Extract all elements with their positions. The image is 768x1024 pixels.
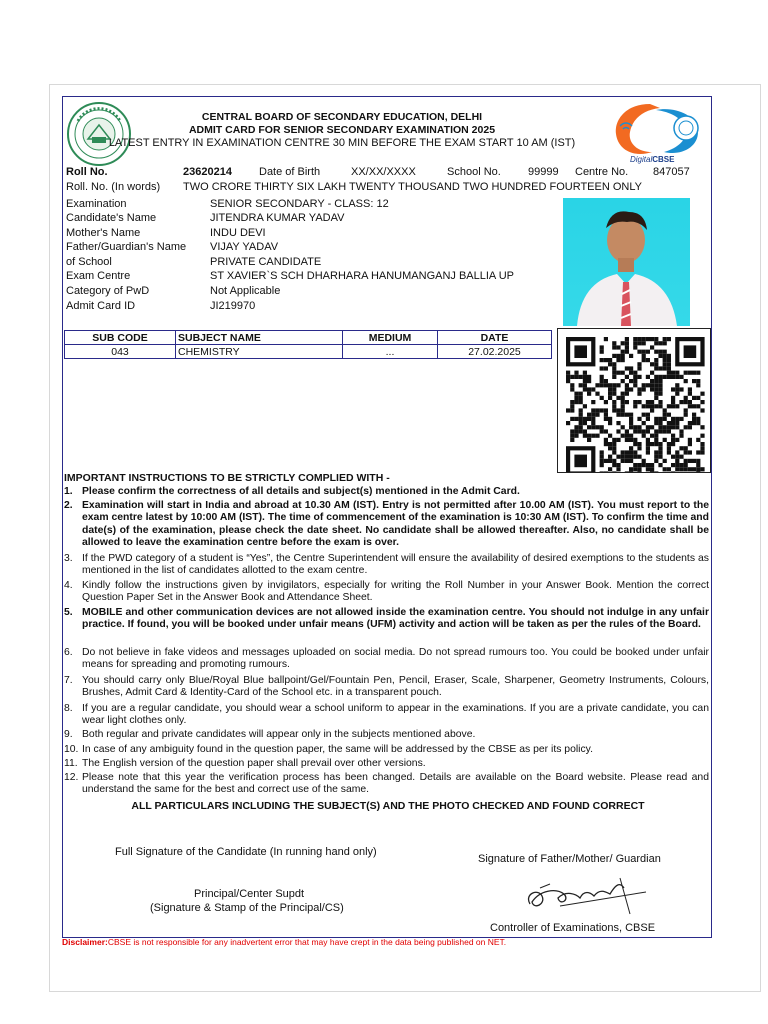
school-label: School No. <box>447 166 501 178</box>
col-header: SUBJECT NAME <box>176 331 343 345</box>
centre-value: 847057 <box>653 166 690 178</box>
disclaimer-text: CBSE is not responsible for any inadvertent error that may have crept in the data being published on NET. <box>107 937 507 947</box>
candidate-photo <box>563 198 690 326</box>
instruction-text: Do not believe in fake videos and messages uploaded on social media. Do not spread rumours too. You could be booked under unfair means for spreading and promoting rumours. <box>82 647 709 671</box>
detail-value: ST XAVIER`S SCH DHARHARA HANUMANGANJ BALLIA UP <box>210 270 514 282</box>
instruction-item <box>64 486 709 498</box>
principal-stamp-label: (Signature & Stamp of the Principal/CS) <box>150 902 344 914</box>
roll-words-label: Roll. No. (In words) <box>66 181 161 193</box>
principal-label: Principal/Center Supdt <box>194 888 305 900</box>
instruction-number: 1. <box>64 486 73 497</box>
candidate-signature-label: Full Signature of the Candidate (In running hand only) <box>115 846 377 858</box>
detail-value: VIJAY YADAV <box>210 241 279 253</box>
instruction-text: If you are a regular candidate, you should wear a school uniform to appear in the examinations. If you are a private candidate, you can wear light clothes only. <box>82 703 709 727</box>
entry-notice: LATEST ENTRY IN EXAMINATION CENTRE 30 MIN BEFORE THE EXAM START 10 AM (IST) <box>108 137 576 149</box>
instruction-number: 7. <box>64 675 73 686</box>
disclaimer-label: Disclaimer: <box>62 937 108 947</box>
dob-value: XX/XX/XXXX <box>351 166 416 178</box>
detail-label: Exam Centre <box>66 270 131 282</box>
detail-label: Admit Card ID <box>66 300 136 312</box>
qr-code <box>557 328 711 473</box>
instruction-item <box>64 744 709 756</box>
dob-label: Date of Birth <box>259 166 321 178</box>
detail-label: of School <box>66 256 112 268</box>
instruction-item <box>64 772 709 797</box>
instruction-item <box>64 580 709 605</box>
instruction-number: 5. <box>64 607 73 618</box>
instruction-text: Please confirm the correctness of all details and subject(s) mentioned in the Admit Card. <box>82 486 520 497</box>
instruction-item <box>64 729 709 741</box>
medium-cell: ... <box>343 345 438 359</box>
instruction-item <box>64 647 709 672</box>
detail-value: PRIVATE CANDIDATE <box>210 256 322 268</box>
col-header: DATE <box>438 331 552 345</box>
roll-words-value: TWO CRORE THIRTY SIX LAKH TWENTY THOUSAND TWO HUNDRED FOURTEEN ONLY <box>183 181 642 193</box>
instruction-text: Both regular and private candidates will appear only in the subjects mentioned above. <box>82 729 476 740</box>
instruction-text: In case of any ambiguity found in the question paper, the same will be addressed by the CBSE as per its policy. <box>82 744 593 755</box>
detail-label: Candidate's Name <box>66 212 157 224</box>
instruction-item <box>64 500 709 549</box>
instruction-number: 4. <box>64 580 73 591</box>
instruction-number: 11. <box>64 758 78 769</box>
sub-code-cell: 043 <box>65 345 176 359</box>
instruction-number: 12. <box>64 772 79 783</box>
instruction-number: 10. <box>64 744 79 755</box>
instruction-item <box>64 758 709 770</box>
digital-cbse-caption: DigitalCBSE <box>630 155 675 164</box>
instruction-number: 8. <box>64 703 73 714</box>
instruction-number: 6. <box>64 647 73 658</box>
detail-value: INDU DEVI <box>210 227 266 239</box>
instruction-number: 2. <box>64 500 73 511</box>
instruction-text: Kindly follow the instructions given by invigilators, especially for writing the Roll Number in your Answer Book. Mention the correct Question Paper Set in the Answer Book and Attendance Sheet. <box>82 580 709 604</box>
detail-value: SENIOR SECONDARY - CLASS: 12 <box>210 198 389 210</box>
detail-value: JI219970 <box>210 300 256 312</box>
instruction-text: Please note that this year the verification process has been changed. Details are available on the Board website. Please read and understand the same for the best and correct use of the same. <box>82 772 709 796</box>
roll-value: 23620214 <box>183 166 232 178</box>
instruction-item <box>64 675 709 700</box>
board-title: CENTRAL BOARD OF SECONDARY EDUCATION, DELHI <box>201 111 483 123</box>
instruction-text: If the PWD category of a student is “Yes”, the Centre Superintendent will ensure the availability of desired exemptions to the students as mentioned in the list of candidates allotted to the exam centre. <box>82 553 709 577</box>
date-cell: 27.02.2025 <box>438 345 552 359</box>
instructions-title: IMPORTANT INSTRUCTIONS TO BE STRICTLY COMPLIED WITH - <box>64 472 390 484</box>
school-value: 99999 <box>528 166 559 178</box>
detail-label: Category of PwD <box>66 285 150 297</box>
subject-name-cell: CHEMISTRY <box>176 345 343 359</box>
detail-value: JITENDRA KUMAR YADAV <box>210 212 345 224</box>
detail-value: Not Applicable <box>210 285 281 297</box>
table-row <box>65 345 552 359</box>
instruction-item <box>64 553 709 578</box>
instruction-text: MOBILE and other communication devices are not allowed inside the examination centre. You should not indulge in any unfair practice. If found, you will be booked under unfair means (UFM) activity and action will be taken as per the rules of the Board. <box>82 607 709 631</box>
centre-label: Centre No. <box>575 166 629 178</box>
instruction-number: 9. <box>64 729 73 740</box>
controller-signature <box>520 870 650 920</box>
detail-label: Examination <box>66 198 127 210</box>
admit-card-title: ADMIT CARD FOR SENIOR SECONDARY EXAMINATION 2025 <box>188 124 496 136</box>
table-header-row <box>65 331 552 345</box>
checked-statement: ALL PARTICULARS INCLUDING THE SUBJECT(S) AND THE PHOTO CHECKED AND FOUND CORRECT <box>131 800 645 812</box>
detail-label: Mother's Name <box>66 227 141 239</box>
disclaimer <box>62 937 506 947</box>
instruction-number: 3. <box>64 553 73 564</box>
instruction-item <box>64 607 709 632</box>
instruction-text: The English version of the question paper shall prevail over other versions. <box>82 758 426 769</box>
guardian-signature-label: Signature of Father/Mother/ Guardian <box>478 853 661 865</box>
roll-label: Roll No. <box>66 166 108 178</box>
instruction-text: Examination will start in India and abroad at 10.30 AM (IST). Entry is not permitted after 10.00 AM (IST). You must report to the exam centre latest by 10:00 AM (IST). The time of commencement of the examination is 10:30 AM (IST). To confirm the time and date(s) of the examination, please check the date sheet. No candidate shall be allowed thereafter. Also, no candidate shall be allowed to leave the examination centre before the exam is over. <box>82 500 709 548</box>
subject-table <box>64 330 552 359</box>
instruction-item <box>64 703 709 728</box>
col-header: MEDIUM <box>343 331 438 345</box>
col-header: SUB CODE <box>65 331 176 345</box>
controller-label: Controller of Examinations, CBSE <box>490 922 656 934</box>
instruction-text: You should carry only Blue/Royal Blue ballpoint/Gel/Fountain Pen, Pencil, Eraser, Scale, Sharpener, Geometry Instruments, Colours, Brushes, Admit Card & Identity-Card of the School etc. in a transparent pouch. <box>82 675 709 699</box>
detail-label: Father/Guardian's Name <box>66 241 187 253</box>
